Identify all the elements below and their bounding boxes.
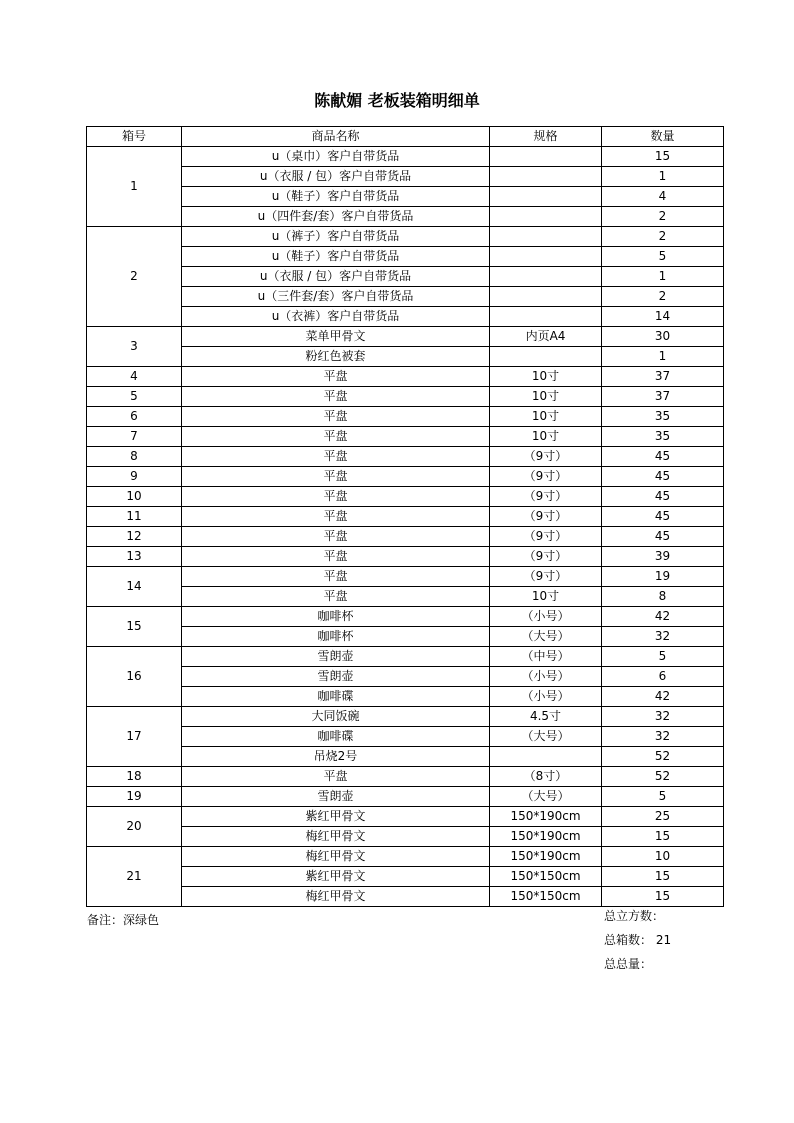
table-row — [87, 227, 724, 247]
column-header: 商品名称 — [182, 127, 490, 147]
box-number-cell: 19 — [87, 787, 182, 807]
table-row — [87, 867, 724, 887]
item-qty-cell: 45 — [602, 447, 724, 467]
item-spec-cell — [490, 207, 602, 227]
item-name-cell: 梅红甲骨文 — [182, 847, 490, 867]
summary-block — [604, 907, 671, 979]
table-row — [87, 567, 724, 587]
item-spec-cell — [490, 147, 602, 167]
item-spec-cell — [490, 167, 602, 187]
box-number-cell: 17 — [87, 707, 182, 767]
item-name-cell: 平盘 — [182, 467, 490, 487]
box-number-cell: 13 — [87, 547, 182, 567]
item-name-cell: 平盘 — [182, 407, 490, 427]
item-spec-cell: （9寸） — [490, 447, 602, 467]
table-row — [87, 527, 724, 547]
item-spec-cell: （中号） — [490, 647, 602, 667]
table-body — [87, 147, 724, 907]
item-spec-cell: （9寸） — [490, 507, 602, 527]
column-header: 规格 — [490, 127, 602, 147]
item-name-cell: u（三件套/套）客户自带货品 — [182, 287, 490, 307]
item-qty-cell: 5 — [602, 247, 724, 267]
item-name-cell: u（鞋子）客户自带货品 — [182, 187, 490, 207]
item-name-cell: 紫红甲骨文 — [182, 807, 490, 827]
box-number-cell: 10 — [87, 487, 182, 507]
item-spec-cell: 10寸 — [490, 367, 602, 387]
item-name-cell: u（衣裤）客户自带货品 — [182, 307, 490, 327]
item-name-cell: 咖啡杯 — [182, 627, 490, 647]
table-row — [87, 327, 724, 347]
item-name-cell: 雪朗壶 — [182, 787, 490, 807]
item-qty-cell: 1 — [602, 347, 724, 367]
table-row — [87, 887, 724, 907]
table-row — [87, 367, 724, 387]
box-number-cell: 15 — [87, 607, 182, 647]
item-qty-cell: 2 — [602, 227, 724, 247]
item-qty-cell: 37 — [602, 387, 724, 407]
box-number-cell: 7 — [87, 427, 182, 447]
item-name-cell: 平盘 — [182, 367, 490, 387]
item-qty-cell: 6 — [602, 667, 724, 687]
item-qty-cell: 42 — [602, 607, 724, 627]
table-row — [87, 187, 724, 207]
box-number-cell: 9 — [87, 467, 182, 487]
total-quantity-label: 总总量： — [604, 957, 653, 971]
box-number-cell: 4 — [87, 367, 182, 387]
item-spec-cell: （9寸） — [490, 527, 602, 547]
box-number-cell: 2 — [87, 227, 182, 327]
table-row — [87, 147, 724, 167]
item-spec-cell: 10寸 — [490, 387, 602, 407]
item-qty-cell: 1 — [602, 167, 724, 187]
item-qty-cell: 2 — [602, 207, 724, 227]
total-boxes-label: 总箱数： 21 — [604, 933, 672, 947]
table-row — [87, 467, 724, 487]
table-row — [87, 287, 724, 307]
item-spec-cell: 内页A4 — [490, 327, 602, 347]
item-qty-cell: 45 — [602, 507, 724, 527]
table-row — [87, 547, 724, 567]
item-spec-cell: （小号） — [490, 687, 602, 707]
item-name-cell: 吊烧2号 — [182, 747, 490, 767]
item-qty-cell: 52 — [602, 747, 724, 767]
remark-note: 备注：深绿色 — [87, 913, 160, 927]
item-qty-cell: 15 — [602, 827, 724, 847]
table-row — [87, 427, 724, 447]
item-qty-cell: 19 — [602, 567, 724, 587]
item-qty-cell: 1 — [602, 267, 724, 287]
item-name-cell: 平盘 — [182, 527, 490, 547]
table-row — [87, 667, 724, 687]
item-spec-cell: （小号） — [490, 667, 602, 687]
item-name-cell: 梅红甲骨文 — [182, 827, 490, 847]
item-spec-cell — [490, 227, 602, 247]
item-qty-cell: 42 — [602, 687, 724, 707]
item-spec-cell — [490, 307, 602, 327]
item-name-cell: u（衣服 / 包）客户自带货品 — [182, 267, 490, 287]
table-row — [87, 847, 724, 867]
box-number-cell: 12 — [87, 527, 182, 547]
table-row — [87, 747, 724, 767]
item-qty-cell: 2 — [602, 287, 724, 307]
item-spec-cell: 4.5寸 — [490, 707, 602, 727]
box-number-cell: 6 — [87, 407, 182, 427]
item-qty-cell: 8 — [602, 587, 724, 607]
item-qty-cell: 32 — [602, 627, 724, 647]
box-number-cell: 20 — [87, 807, 182, 847]
item-spec-cell: 150*150cm — [490, 867, 602, 887]
item-qty-cell: 4 — [602, 187, 724, 207]
table-row — [87, 807, 724, 827]
item-spec-cell — [490, 247, 602, 267]
item-name-cell: u（四件套/套）客户自带货品 — [182, 207, 490, 227]
table-row — [87, 207, 724, 227]
item-name-cell: 平盘 — [182, 487, 490, 507]
table-row — [87, 487, 724, 507]
box-number-cell: 14 — [87, 567, 182, 607]
table-row — [87, 767, 724, 787]
table-row — [87, 447, 724, 467]
item-name-cell: 大同饭碗 — [182, 707, 490, 727]
table-row — [87, 647, 724, 667]
item-qty-cell: 15 — [602, 887, 724, 907]
item-name-cell: u（桌巾）客户自带货品 — [182, 147, 490, 167]
item-qty-cell: 52 — [602, 767, 724, 787]
table-row — [87, 387, 724, 407]
table-row — [87, 687, 724, 707]
item-name-cell: 菜单甲骨文 — [182, 327, 490, 347]
table-row — [87, 507, 724, 527]
page-title: 陈献媚 老板装箱明细单 — [314, 91, 480, 110]
item-name-cell: 紫红甲骨文 — [182, 867, 490, 887]
table-row — [87, 307, 724, 327]
packing-list-table — [86, 126, 724, 907]
table-row — [87, 607, 724, 627]
item-name-cell: 平盘 — [182, 427, 490, 447]
item-qty-cell: 35 — [602, 427, 724, 447]
item-qty-cell: 45 — [602, 487, 724, 507]
item-spec-cell: （9寸） — [490, 487, 602, 507]
item-spec-cell: 10寸 — [490, 407, 602, 427]
item-qty-cell: 32 — [602, 727, 724, 747]
item-spec-cell: （9寸） — [490, 467, 602, 487]
item-spec-cell — [490, 287, 602, 307]
header-row — [87, 127, 724, 147]
item-spec-cell: 10寸 — [490, 427, 602, 447]
table-row — [87, 827, 724, 847]
item-qty-cell: 5 — [602, 647, 724, 667]
item-name-cell: 咖啡碟 — [182, 687, 490, 707]
item-name-cell: 平盘 — [182, 767, 490, 787]
item-name-cell: 平盘 — [182, 447, 490, 467]
column-header: 箱号 — [87, 127, 182, 147]
item-qty-cell: 15 — [602, 147, 724, 167]
table-row — [87, 627, 724, 647]
box-number-cell: 8 — [87, 447, 182, 467]
item-name-cell: 雪朗壶 — [182, 667, 490, 687]
item-qty-cell: 14 — [602, 307, 724, 327]
item-name-cell: 平盘 — [182, 547, 490, 567]
box-number-cell: 16 — [87, 647, 182, 707]
item-spec-cell: （9寸） — [490, 567, 602, 587]
item-spec-cell: （9寸） — [490, 547, 602, 567]
item-name-cell: u（衣服 / 包）客户自带货品 — [182, 167, 490, 187]
item-spec-cell: （小号） — [490, 607, 602, 627]
box-number-cell: 11 — [87, 507, 182, 527]
box-number-cell: 5 — [87, 387, 182, 407]
item-name-cell: u（鞋子）客户自带货品 — [182, 247, 490, 267]
item-qty-cell: 45 — [602, 527, 724, 547]
item-spec-cell — [490, 267, 602, 287]
item-name-cell: u（裤子）客户自带货品 — [182, 227, 490, 247]
item-spec-cell: 150*190cm — [490, 827, 602, 847]
item-spec-cell — [490, 187, 602, 207]
item-qty-cell: 39 — [602, 547, 724, 567]
item-qty-cell: 37 — [602, 367, 724, 387]
box-number-cell: 18 — [87, 767, 182, 787]
item-name-cell: 平盘 — [182, 507, 490, 527]
item-spec-cell: 150*150cm — [490, 887, 602, 907]
table-row — [87, 167, 724, 187]
item-name-cell: 粉红色被套 — [182, 347, 490, 367]
box-number-cell: 21 — [87, 847, 182, 907]
item-name-cell: 平盘 — [182, 587, 490, 607]
item-spec-cell: （8寸） — [490, 767, 602, 787]
item-name-cell: 咖啡杯 — [182, 607, 490, 627]
item-qty-cell: 32 — [602, 707, 724, 727]
table-row — [87, 787, 724, 807]
item-qty-cell: 15 — [602, 867, 724, 887]
item-spec-cell: （大号） — [490, 787, 602, 807]
total-volume-label: 总立方数： — [604, 909, 665, 923]
box-number-cell: 1 — [87, 147, 182, 227]
table-row — [87, 587, 724, 607]
table-row — [87, 347, 724, 367]
item-spec-cell — [490, 747, 602, 767]
table-row — [87, 247, 724, 267]
item-spec-cell: 10寸 — [490, 587, 602, 607]
table-row — [87, 407, 724, 427]
item-name-cell: 雪朗壶 — [182, 647, 490, 667]
column-header: 数量 — [602, 127, 724, 147]
item-spec-cell: 150*190cm — [490, 807, 602, 827]
item-name-cell: 平盘 — [182, 387, 490, 407]
item-qty-cell: 10 — [602, 847, 724, 867]
item-name-cell: 咖啡碟 — [182, 727, 490, 747]
item-spec-cell: （大号） — [490, 627, 602, 647]
table-row — [87, 727, 724, 747]
item-spec-cell: 150*190cm — [490, 847, 602, 867]
item-name-cell: 梅红甲骨文 — [182, 887, 490, 907]
item-qty-cell: 45 — [602, 467, 724, 487]
item-spec-cell: （大号） — [490, 727, 602, 747]
item-name-cell: 平盘 — [182, 567, 490, 587]
item-spec-cell — [490, 347, 602, 367]
box-number-cell: 3 — [87, 327, 182, 367]
table-row — [87, 707, 724, 727]
item-qty-cell: 25 — [602, 807, 724, 827]
item-qty-cell: 30 — [602, 327, 724, 347]
table-row — [87, 267, 724, 287]
item-qty-cell: 35 — [602, 407, 724, 427]
item-qty-cell: 5 — [602, 787, 724, 807]
